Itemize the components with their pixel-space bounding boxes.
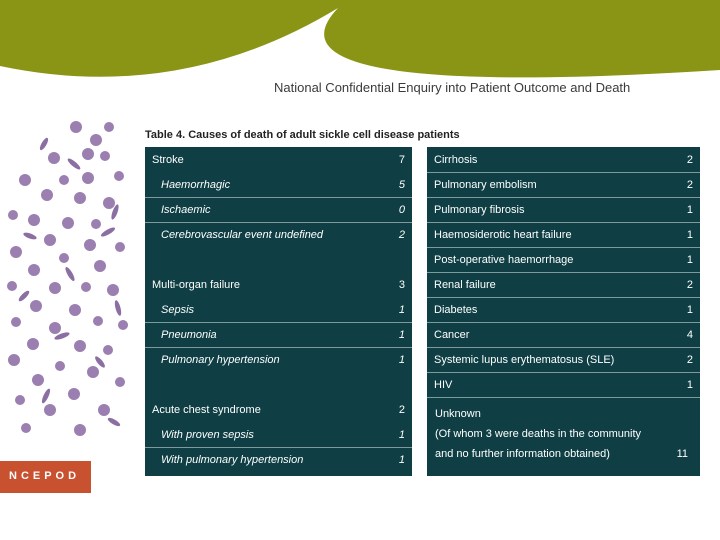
table-right-panel bbox=[427, 147, 700, 476]
row-value: 2 bbox=[398, 404, 405, 416]
row-value: 1 bbox=[686, 204, 693, 216]
row-label: Cerebrovascular event undefined bbox=[161, 229, 324, 241]
table-row bbox=[145, 447, 412, 472]
row-label: Pulmonary hypertension bbox=[161, 354, 280, 366]
row-value: 2 bbox=[398, 229, 405, 241]
row-label: Pulmonary fibrosis bbox=[434, 204, 525, 216]
row-value: 1 bbox=[686, 229, 693, 241]
table-row bbox=[427, 247, 700, 273]
row-value: 2 bbox=[686, 179, 693, 191]
row-value: 4 bbox=[686, 329, 693, 341]
table-row bbox=[427, 172, 700, 198]
unknown-note-line-2: and no further information obtained) bbox=[435, 448, 610, 460]
row-label: Ischaemic bbox=[161, 204, 211, 216]
row-value: 1 bbox=[686, 379, 693, 391]
row-value: 1 bbox=[686, 254, 693, 266]
table-row bbox=[427, 372, 700, 398]
table-row bbox=[427, 297, 700, 323]
table-row bbox=[427, 272, 700, 298]
logo-text: NCEPOD bbox=[9, 470, 81, 482]
table-row bbox=[145, 147, 412, 172]
table-row bbox=[145, 222, 412, 247]
blood-cells-decoration bbox=[0, 110, 135, 450]
row-value: 2 bbox=[686, 354, 693, 366]
ncepod-logo bbox=[0, 461, 91, 493]
table-row bbox=[427, 347, 700, 373]
table-title: Table 4. Causes of death of adult sickle cell disease patients bbox=[145, 129, 460, 141]
row-value: 5 bbox=[398, 179, 405, 191]
table-row bbox=[427, 197, 700, 223]
table-row bbox=[145, 197, 412, 223]
row-label: Cancer bbox=[434, 329, 470, 341]
row-label: Pneumonia bbox=[161, 329, 217, 341]
row-value: 1 bbox=[398, 429, 405, 441]
row-value: 7 bbox=[398, 154, 405, 166]
unknown-note-line-1: (Of whom 3 were deaths in the community bbox=[435, 428, 642, 440]
row-value: 2 bbox=[686, 154, 693, 166]
row-label: Stroke bbox=[152, 154, 184, 166]
header-subtitle: National Confidential Enquiry into Patient Outcome and Death bbox=[274, 80, 631, 95]
row-label: Systemic lupus erythematosus (SLE) bbox=[434, 354, 615, 366]
row-label: With proven sepsis bbox=[161, 429, 254, 441]
table-row-spacer bbox=[145, 247, 412, 272]
row-value: 1 bbox=[398, 329, 405, 341]
table-row bbox=[145, 297, 412, 323]
table-row bbox=[427, 147, 700, 173]
unknown-label: Unknown bbox=[435, 408, 481, 420]
table-row bbox=[427, 322, 700, 348]
table-row-unknown bbox=[427, 402, 700, 477]
row-label: Sepsis bbox=[161, 304, 195, 316]
table-row bbox=[427, 222, 700, 248]
row-value: 1 bbox=[398, 304, 405, 316]
table-left-panel bbox=[145, 147, 412, 476]
row-label: With pulmonary hypertension bbox=[161, 454, 304, 466]
row-label: HIV bbox=[434, 379, 453, 391]
row-label: Multi-organ failure bbox=[152, 279, 241, 291]
unknown-value: 11 bbox=[676, 448, 688, 460]
row-label: Diabetes bbox=[434, 304, 478, 316]
table-row bbox=[145, 397, 412, 422]
row-label: Acute chest syndrome bbox=[152, 404, 261, 416]
row-value: 3 bbox=[398, 279, 405, 291]
row-label: Pulmonary embolism bbox=[434, 179, 537, 191]
table-row bbox=[145, 347, 412, 372]
row-value: 0 bbox=[398, 204, 405, 216]
row-value: 1 bbox=[398, 454, 405, 466]
table-row bbox=[145, 272, 412, 297]
row-value: 2 bbox=[686, 279, 693, 291]
table-row bbox=[145, 172, 412, 198]
table-row bbox=[145, 322, 412, 348]
row-label: Haemosiderotic heart failure bbox=[434, 229, 572, 241]
row-label: Renal failure bbox=[434, 279, 496, 291]
row-value: 1 bbox=[686, 304, 693, 316]
row-label: Post-operative haemorrhage bbox=[434, 254, 574, 266]
row-label: Cirrhosis bbox=[434, 154, 478, 166]
row-value: 1 bbox=[398, 354, 405, 366]
table-row-spacer bbox=[145, 372, 412, 397]
table-row bbox=[145, 422, 412, 448]
row-label: Haemorrhagic bbox=[161, 179, 231, 191]
